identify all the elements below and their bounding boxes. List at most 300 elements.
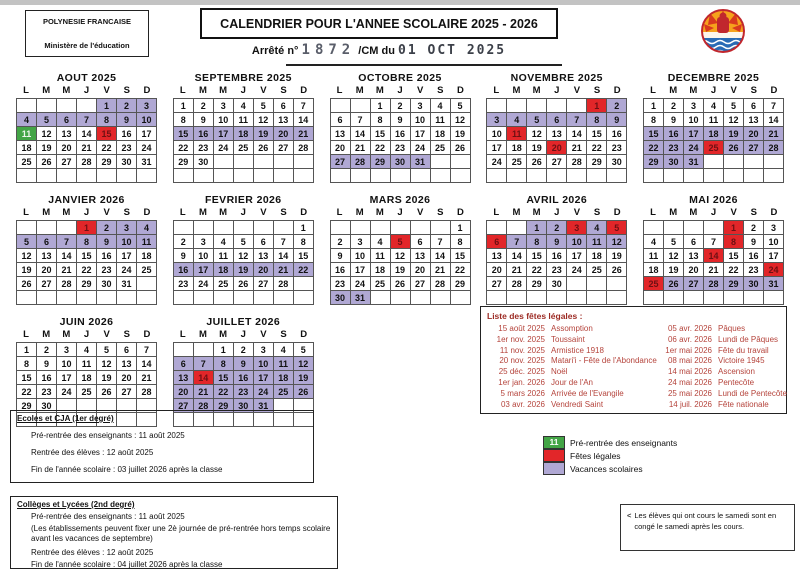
month-title: SEPTEMBRE 2025	[194, 72, 292, 84]
month	[326, 72, 475, 183]
fete-name: Toussaint	[551, 334, 585, 344]
day-cell: 27	[684, 277, 704, 291]
day-cell	[253, 155, 273, 169]
day-cell	[57, 169, 77, 183]
week-row	[173, 169, 313, 183]
day-cell: 2	[664, 99, 684, 113]
day-cell	[704, 155, 724, 169]
week-row	[487, 155, 627, 169]
day-cell: 14	[430, 249, 450, 263]
day-cell	[450, 155, 470, 169]
day-header: D	[613, 85, 621, 96]
day-cell: 29	[450, 277, 470, 291]
day-cell	[97, 169, 117, 183]
day-cell: 5	[390, 235, 410, 249]
day-cell: 5	[527, 113, 547, 127]
day-cell	[293, 277, 313, 291]
day-cell: 1	[450, 221, 470, 235]
day-cell	[410, 169, 430, 183]
fetes-column-right	[654, 324, 787, 410]
day-cell	[273, 155, 293, 169]
month-table	[173, 220, 314, 305]
day-cell: 20	[547, 141, 567, 155]
day-cell: 12	[527, 127, 547, 141]
fete-row	[654, 400, 780, 411]
day-cell	[664, 291, 684, 305]
day-cell	[547, 99, 567, 113]
week-row	[644, 263, 784, 277]
day-cell: 19	[527, 141, 547, 155]
day-cell: 31	[253, 399, 273, 413]
day-cell: 21	[77, 141, 97, 155]
day-cell: 29	[173, 155, 193, 169]
week-row	[487, 235, 627, 249]
legend	[543, 436, 677, 475]
day-cell: 5	[664, 235, 684, 249]
day-header: L	[179, 85, 186, 96]
week-row	[644, 99, 784, 113]
day-cell: 15	[77, 249, 97, 263]
fete-row	[654, 378, 780, 389]
week-row	[173, 99, 313, 113]
day-cell: 12	[97, 357, 117, 371]
day-cell: 19	[450, 127, 470, 141]
day-cell: 7	[293, 99, 313, 113]
day-cell: 24	[117, 263, 137, 277]
day-header: L	[336, 85, 343, 96]
day-cell: 24	[410, 141, 430, 155]
day-cell	[330, 99, 350, 113]
day-cell: 23	[37, 385, 57, 399]
day-cell: 25	[507, 155, 527, 169]
day-cell: 28	[350, 155, 370, 169]
week-row	[330, 113, 470, 127]
day-header: J	[397, 85, 403, 96]
week-row	[330, 277, 470, 291]
saturday-note-text: Les élèves qui ont cours le samedi sont en congé le samedi après les cours.	[634, 511, 777, 531]
day-cell: 16	[744, 249, 764, 263]
day-cell	[744, 291, 764, 305]
day-cell: 6	[273, 99, 293, 113]
day-header: M	[42, 329, 51, 340]
arrete-date-stamp: 01 OCT 2025	[398, 43, 507, 58]
month-title: JANVIER 2026	[48, 194, 125, 206]
day-cell: 11	[704, 113, 724, 127]
day-cell: 10	[57, 357, 77, 371]
day-cell	[293, 155, 313, 169]
week-row	[487, 169, 627, 183]
week-row	[644, 221, 784, 235]
day-cell	[450, 291, 470, 305]
day-cell: 29	[213, 399, 233, 413]
day-cell: 26	[664, 277, 684, 291]
week-row	[173, 357, 313, 371]
day-header: M	[532, 207, 541, 218]
day-header: V	[730, 207, 737, 218]
day-cell: 29	[724, 277, 744, 291]
day-cell: 18	[644, 263, 664, 277]
day-cell	[764, 169, 784, 183]
day-cell: 5	[97, 343, 117, 357]
day-cell: 12	[450, 113, 470, 127]
week-row	[17, 221, 157, 235]
day-cell: 18	[77, 371, 97, 385]
day-cell: 27	[487, 277, 507, 291]
fete-name: Fête nationale	[718, 399, 769, 409]
month-table	[643, 220, 784, 305]
day-cell: 10	[137, 113, 157, 127]
day-cell: 9	[330, 249, 350, 263]
fete-name: Noël	[551, 367, 568, 377]
day-header: M	[62, 329, 71, 340]
day-cell	[173, 169, 193, 183]
signature-line	[286, 64, 562, 66]
day-cell	[37, 221, 57, 235]
fete-date: 11 nov. 2025	[499, 345, 545, 355]
day-cell: 26	[724, 141, 744, 155]
fete-row	[654, 367, 780, 378]
day-cell: 2	[233, 343, 253, 357]
day-cell: 14	[137, 357, 157, 371]
day-cell: 17	[117, 249, 137, 263]
day-cell: 28	[293, 141, 313, 155]
day-cell: 20	[117, 371, 137, 385]
day-cell	[704, 291, 724, 305]
day-cell: 17	[253, 371, 273, 385]
day-cell: 4	[273, 343, 293, 357]
day-cell: 12	[664, 249, 684, 263]
day-cell: 16	[37, 371, 57, 385]
week-row	[487, 277, 627, 291]
day-cell: 4	[644, 235, 664, 249]
day-header: D	[770, 85, 778, 96]
legend-label: Pré-rentrée des enseignants	[570, 437, 678, 448]
day-header: M	[669, 207, 678, 218]
week-row	[17, 249, 157, 263]
day-cell: 14	[77, 127, 97, 141]
week-row	[173, 343, 313, 357]
day-cell: 4	[213, 235, 233, 249]
fete-name: Ascension	[718, 367, 755, 377]
day-cell	[507, 221, 527, 235]
day-cell: 2	[330, 235, 350, 249]
day-cell: 3	[137, 99, 157, 113]
month-title: JUIN 2026	[59, 316, 114, 328]
day-cell: 20	[57, 141, 77, 155]
day-cell: 20	[410, 263, 430, 277]
day-header: V	[260, 329, 267, 340]
fete-date: 06 avr. 2026	[667, 334, 712, 344]
day-cell: 1	[587, 99, 607, 113]
day-cell: 3	[567, 221, 587, 235]
fete-name: Arrivée de l'Evangile	[551, 388, 624, 398]
day-cell: 6	[487, 235, 507, 249]
day-cell: 13	[57, 127, 77, 141]
day-cell	[430, 155, 450, 169]
week-row	[17, 343, 157, 357]
week-row	[644, 169, 784, 183]
day-cell	[704, 169, 724, 183]
day-cell: 14	[567, 127, 587, 141]
day-cell: 19	[233, 263, 253, 277]
day-cell: 25	[704, 141, 724, 155]
week-row	[17, 235, 157, 249]
legend-label: Fêtes légales	[570, 450, 621, 461]
day-cell: 5	[607, 221, 627, 235]
ecoles-cja-title: Ecoles et CJA (1er degré)	[17, 414, 114, 423]
day-cell: 18	[587, 249, 607, 263]
week-row	[330, 235, 470, 249]
week-row	[17, 277, 157, 291]
day-cell: 30	[547, 277, 567, 291]
day-cell: 9	[173, 249, 193, 263]
week-row	[17, 127, 157, 141]
day-cell	[137, 291, 157, 305]
page-title: CALENDRIER POUR L'ANNEE SCOLAIRE 2025 - 2026	[220, 16, 538, 31]
week-row	[487, 291, 627, 305]
day-header: M	[219, 207, 228, 218]
day-header: D	[143, 329, 151, 340]
day-cell: 29	[527, 277, 547, 291]
day-cell	[684, 221, 704, 235]
week-row	[330, 169, 470, 183]
month	[326, 194, 475, 305]
day-header: S	[593, 207, 601, 218]
day-cell: 26	[37, 155, 57, 169]
day-cell: 2	[117, 99, 137, 113]
fete-row	[487, 324, 654, 335]
day-cell	[547, 169, 567, 183]
day-cell: 30	[607, 155, 627, 169]
day-cell: 28	[273, 277, 293, 291]
day-cell: 19	[293, 371, 313, 385]
fete-date: 05 avr. 2026	[667, 324, 712, 333]
day-cell	[137, 169, 157, 183]
day-cell: 27	[330, 155, 350, 169]
day-header: S	[280, 207, 287, 218]
day-header: M	[375, 207, 384, 218]
day-cell: 19	[724, 127, 744, 141]
day-cell	[117, 291, 137, 305]
day-cell: 28	[764, 141, 784, 155]
day-cell: 23	[117, 141, 137, 155]
day-cell: 13	[117, 357, 137, 371]
day-cell: 9	[607, 113, 627, 127]
day-header: D	[300, 329, 308, 340]
fetes-column-left	[487, 324, 657, 410]
day-cell: 20	[173, 385, 193, 399]
day-cell: 17	[764, 249, 784, 263]
day-cell: 16	[664, 127, 684, 141]
day-cell: 13	[744, 113, 764, 127]
day-cell: 19	[390, 263, 410, 277]
day-cell: 10	[487, 127, 507, 141]
day-cell	[567, 277, 587, 291]
fete-row	[654, 335, 780, 346]
day-header: J	[83, 85, 90, 96]
week-row	[17, 141, 157, 155]
day-header: M	[199, 329, 207, 340]
week-row	[330, 155, 470, 169]
day-cell: 7	[57, 235, 77, 249]
day-cell	[253, 221, 273, 235]
day-cell: 1	[213, 343, 233, 357]
day-cell: 17	[684, 127, 704, 141]
day-header: V	[416, 85, 424, 96]
day-header: D	[456, 207, 464, 218]
day-cell: 4	[370, 235, 390, 249]
day-cell: 5	[233, 235, 253, 249]
day-cell: 17	[57, 371, 77, 385]
day-cell: 25	[273, 385, 293, 399]
day-cell	[253, 169, 273, 183]
day-cell	[57, 221, 77, 235]
day-cell: 1	[644, 99, 664, 113]
fete-name: Lundi de Pâques	[718, 334, 779, 344]
day-header: M	[532, 85, 541, 96]
day-cell: 23	[547, 263, 567, 277]
week-row	[487, 263, 627, 277]
day-cell: 24	[764, 263, 784, 277]
day-cell: 24	[567, 263, 587, 277]
day-cell: 1	[527, 221, 547, 235]
week-row	[17, 263, 157, 277]
day-cell	[97, 291, 117, 305]
day-header: S	[123, 207, 130, 218]
month-title: MARS 2026	[369, 194, 431, 206]
day-cell: 13	[330, 127, 350, 141]
day-cell: 30	[664, 155, 684, 169]
day-cell	[450, 169, 470, 183]
day-cell: 10	[193, 249, 213, 263]
day-cell	[173, 221, 193, 235]
day-cell: 10	[684, 113, 704, 127]
day-cell	[17, 291, 37, 305]
fete-date: 14 mai 2026	[667, 367, 712, 377]
day-cell: 28	[137, 385, 157, 399]
day-cell: 14	[764, 113, 784, 127]
day-header: M	[42, 207, 51, 218]
day-cell: 22	[527, 263, 547, 277]
day-header: J	[397, 207, 403, 218]
day-cell: 11	[587, 235, 607, 249]
day-cell: 2	[744, 221, 764, 235]
day-cell: 18	[507, 141, 527, 155]
day-cell	[193, 291, 213, 305]
day-cell	[764, 155, 784, 169]
day-cell	[77, 291, 97, 305]
day-cell: 19	[97, 371, 117, 385]
day-cell: 6	[744, 99, 764, 113]
day-header: J	[240, 207, 246, 218]
day-cell: 2	[97, 221, 117, 235]
week-row	[173, 127, 313, 141]
day-cell: 9	[37, 357, 57, 371]
fete-date: 14 juil. 2026	[668, 399, 712, 409]
day-cell: 3	[117, 221, 137, 235]
month	[12, 72, 161, 183]
day-header: S	[593, 85, 601, 96]
day-cell: 28	[193, 399, 213, 413]
fete-row	[487, 356, 657, 367]
day-cell: 23	[97, 263, 117, 277]
day-cell: 7	[350, 113, 370, 127]
day-cell: 6	[330, 113, 350, 127]
day-cell	[507, 99, 527, 113]
fete-row	[487, 367, 654, 378]
month-table	[330, 98, 471, 183]
fete-row	[487, 378, 654, 389]
day-cell: 23	[173, 277, 193, 291]
fete-name: Pâques	[718, 324, 746, 333]
day-cell: 31	[117, 277, 137, 291]
day-cell: 13	[37, 249, 57, 263]
day-cell: 23	[744, 263, 764, 277]
fete-date: 15 août 2025	[498, 324, 545, 333]
prerentree-swatch-icon: 11	[543, 436, 565, 449]
fetes-swatch-icon	[543, 449, 565, 462]
day-cell: 20	[744, 127, 764, 141]
day-cell	[430, 291, 450, 305]
day-cell: 5	[293, 343, 313, 357]
day-header: V	[103, 329, 110, 340]
day-cell: 5	[253, 99, 273, 113]
day-header: J	[83, 207, 90, 218]
day-cell: 8	[527, 235, 547, 249]
day-cell: 14	[193, 371, 213, 385]
day-cell: 1	[173, 99, 193, 113]
day-cell: 4	[77, 343, 97, 357]
day-header: L	[336, 207, 343, 218]
fete-name: Victoire 1945	[718, 356, 765, 366]
week-row	[644, 113, 784, 127]
week-row	[173, 291, 313, 305]
month	[482, 72, 631, 183]
day-cell: 27	[744, 141, 764, 155]
week-row	[173, 155, 313, 169]
day-cell	[137, 277, 157, 291]
fete-name: Armistice 1918	[551, 345, 604, 355]
week-row	[17, 155, 157, 169]
day-cell	[567, 291, 587, 305]
day-cell: 4	[430, 99, 450, 113]
day-cell: 25	[137, 263, 157, 277]
day-cell: 23	[330, 277, 350, 291]
day-cell	[547, 291, 567, 305]
day-cell	[17, 221, 37, 235]
day-header: L	[493, 207, 500, 218]
day-cell: 4	[233, 99, 253, 113]
day-cell: 15	[724, 249, 744, 263]
day-cell: 18	[233, 127, 253, 141]
day-cell: 19	[37, 141, 57, 155]
day-cell: 24	[487, 155, 507, 169]
page-title-box	[200, 8, 558, 39]
day-cell: 8	[17, 357, 37, 371]
day-cell: 5	[17, 235, 37, 249]
day-cell: 18	[704, 127, 724, 141]
day-cell	[724, 291, 744, 305]
day-cell: 14	[273, 249, 293, 263]
day-cell	[293, 291, 313, 305]
day-cell: 23	[233, 385, 253, 399]
day-cell	[487, 99, 507, 113]
day-cell: 19	[607, 249, 627, 263]
day-cell: 21	[567, 141, 587, 155]
day-cell: 2	[173, 235, 193, 249]
arrete-prefix: Arrêté n°	[251, 45, 299, 57]
day-cell	[644, 291, 664, 305]
